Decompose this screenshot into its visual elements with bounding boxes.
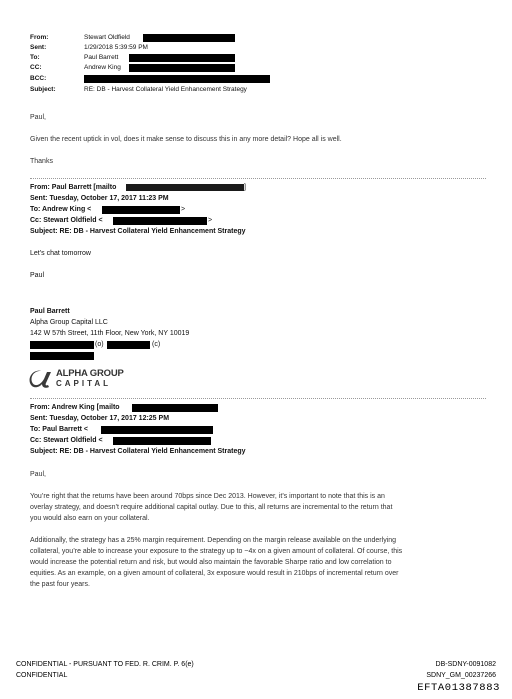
from-value: Stewart Oldfield [84, 34, 130, 41]
quote2-paragraph2-line: equities. As an example, on a given amount of collateral, 3x exposure would result in 210bps of incremental return over [30, 570, 399, 577]
redaction-box [113, 217, 207, 225]
subject-value: RE: DB - Harvest Collateral Yield Enhancement Strategy [84, 86, 247, 93]
quote1-sent: Sent: Tuesday, October 17, 2017 11:23 PM [30, 195, 169, 202]
quote2-salutation: Paul, [30, 471, 46, 478]
sent-value: 1/29/2018 5:39:59 PM [84, 44, 148, 51]
separator-line [30, 178, 486, 179]
redaction-box [129, 54, 235, 62]
signature-address: 142 W 57th Street, 11th Floor, New York, NY 10019 [30, 330, 190, 337]
separator-line [30, 398, 486, 399]
quote1-cc: Cc: Stewart Oldfield < [30, 217, 103, 224]
logo-text-line1: ALPHA GROUP [56, 368, 124, 379]
cc-label: CC: [30, 64, 42, 71]
alpha-logo-icon [29, 368, 53, 388]
to-value: Paul Barrett [84, 54, 119, 61]
signature-phone-c: (c) [152, 341, 161, 348]
quote1-body: Let’s chat tomorrow [30, 250, 91, 257]
redaction-box [30, 352, 94, 360]
quote2-sent: Sent: Tuesday, October 17, 2017 12:25 PM [30, 415, 170, 422]
redaction-box [143, 34, 235, 42]
quote2-paragraph2-line: Additionally, the strategy has a 25% margin requirement. Depending on the margin release available on the underlying [30, 537, 397, 544]
quote1-cc-tail: > [208, 217, 213, 224]
from-label: From: [30, 34, 49, 41]
message-salutation: Paul, [30, 114, 46, 121]
cc-value: Andrew King [84, 64, 121, 71]
redaction-box [126, 184, 244, 191]
redaction-box [113, 437, 211, 445]
quote2-paragraph1-line: You’re right that the returns have been around 70bps since Dec 2013. However, it’s important to note that this is an [30, 493, 385, 500]
quote2-subject: Subject: RE: DB - Harvest Collateral Yield Enhancement Strategy [30, 448, 246, 455]
subject-label: Subject: [30, 86, 56, 93]
redaction-box [84, 75, 270, 83]
footer-confidential-notice: CONFIDENTIAL - PURSUANT TO FED. R. CRIM. P. 6(e) [16, 661, 194, 668]
quote2-paragraph2-line: collateral, you’re able to increase your exposure to the strategy up to ~4x on a given amount of collateral. Of course, this [30, 548, 403, 555]
quote1-to: To: Andrew King < [30, 206, 92, 213]
bcc-label: BCC: [30, 75, 47, 82]
redaction-box [107, 341, 150, 349]
quote2-cc: Cc: Stewart Oldfield < [30, 437, 103, 444]
quote2-paragraph1-line: overlay strategy, and doesn’t require additional capital outlay. Due to this, all returns are incremental to the return that [30, 504, 393, 511]
bates-number: SDNY_GM_00237266 [426, 672, 496, 679]
redaction-box [129, 64, 235, 72]
sent-label: Sent: [30, 44, 47, 51]
footer-confidential: CONFIDENTIAL [16, 672, 68, 679]
quote2-paragraph1-line: you would also earn on your collateral. [30, 515, 150, 522]
signature-phone-o: (o) [95, 341, 104, 348]
quote2-paragraph2-line: would increase the potential return and risk, but would also maintain the favorable Sharpe ratio and low correlation to [30, 559, 392, 566]
quote2-to: To: Paul Barrett < [30, 426, 89, 433]
redaction-box [132, 404, 218, 412]
redaction-box [30, 341, 94, 349]
logo-text-line2: CAPITAL [56, 379, 112, 388]
quote1-subject: Subject: RE: DB - Harvest Collateral Yield Enhancement Strategy [30, 228, 246, 235]
to-label: To: [30, 54, 40, 61]
message-line: Given the recent uptick in vol, does it make sense to discuss this in any more detail? Hope all is well. [30, 136, 342, 143]
message-closing: Thanks [30, 158, 53, 165]
signature-company: Alpha Group Capital LLC [30, 319, 108, 326]
quote1-to-tail: > [181, 206, 186, 213]
redaction-box [102, 206, 180, 214]
signature-name: Paul Barrett [30, 308, 70, 315]
bates-number: DB-SDNY-0091082 [435, 661, 496, 668]
quote1-from-tail: ] [244, 184, 246, 191]
quote2-from: From: Andrew King [mailto [30, 404, 120, 411]
quote1-signoff: Paul [30, 272, 45, 279]
efta-number: EFTA01387883 [417, 682, 500, 694]
quote2-paragraph2-line: the past four years. [30, 581, 90, 588]
quote1-from: From: Paul Barrett [mailto [30, 184, 117, 191]
redaction-box [101, 426, 213, 434]
